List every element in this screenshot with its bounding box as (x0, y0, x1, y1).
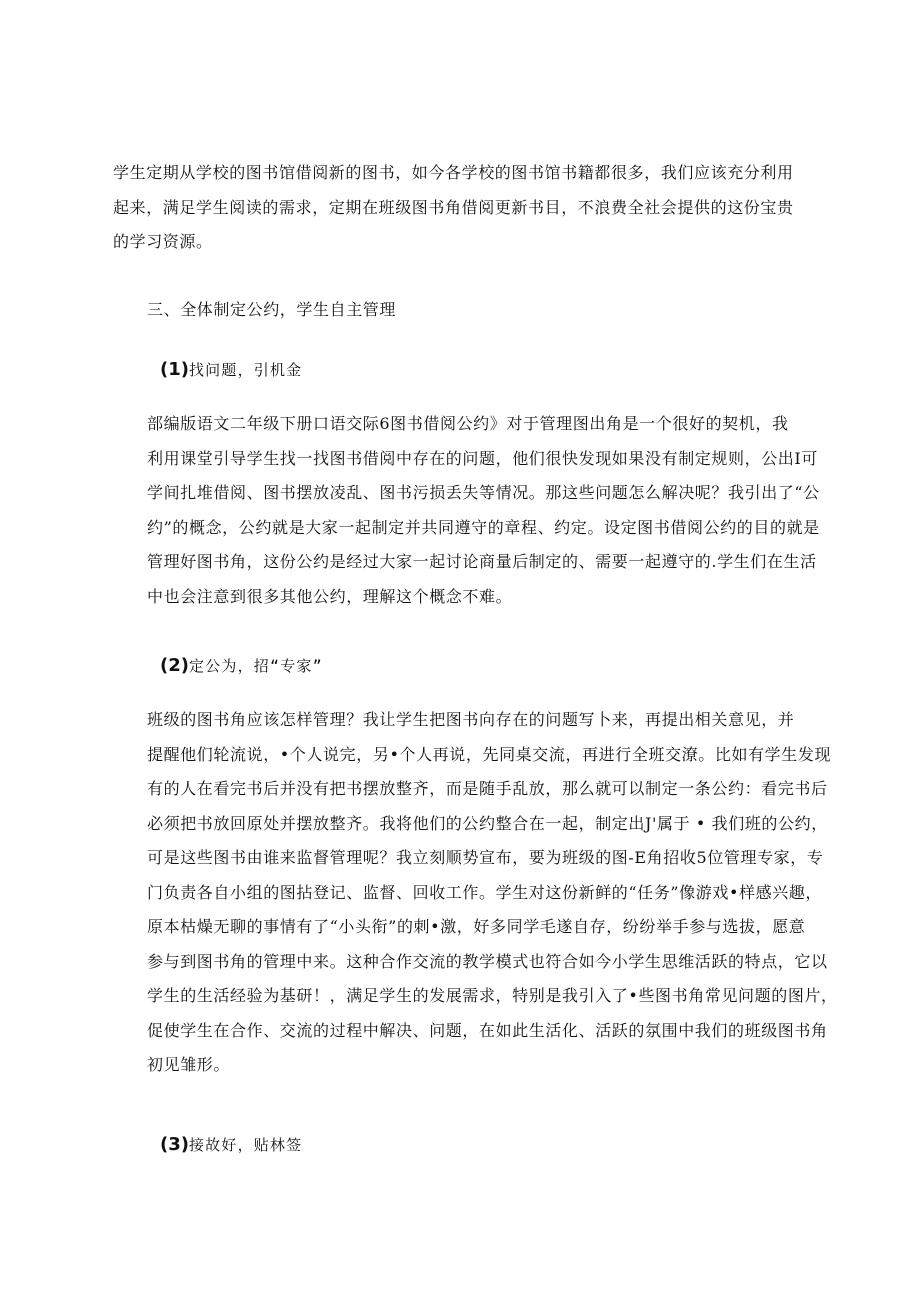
sub-heading-number: (1) (160, 359, 189, 380)
paragraph-line: 的学习资源。 (113, 232, 213, 251)
sub-heading-number: (2) (160, 655, 189, 676)
sub-heading-number: (3) (160, 1134, 189, 1155)
paragraph-find-problems (113, 407, 820, 614)
paragraph-line: 门负责各自小组的图拈登记、监督、回收工作。学生对这份新鲜的“任务”像游戏•样感兴趣， (147, 882, 822, 902)
paragraph-line: 部编版语文二年级下册口语交际6图书借阅公约》对于管理图出角是一个很好的契机，我 (147, 414, 789, 433)
paragraph-line: 学生定期从学校的图书馆借阅新的图书，如今各学校的图书馆书籍都很多，我们应该充分利用 (113, 163, 794, 182)
section-heading: 三、全体制定公约，学生自主管理 (147, 300, 397, 319)
paragraph-line: 管理好图书角，这份公约是经过大家一起讨论商量后制定的、需要一起遵守的.学生们在生活 (147, 552, 817, 571)
paragraph-line: 原本枯燥无聊的事情有了“小头衔”的刺•激，好多同学毛遂自存，纷纷举手参与选拔，愿意 (147, 917, 806, 936)
sub-heading-3 (160, 1128, 302, 1162)
paragraph-line: 必须把书放回原处并摆放整齐。我将他们的公约整合在一起，制定出J'属于 • 我们班的公约， (147, 813, 828, 833)
sub-heading-text: 找问题，引机金 (188, 361, 303, 379)
sub-heading-text: 定公为，招“专家” (188, 657, 323, 675)
sub-heading-text: 接故好，贴林签 (188, 1136, 303, 1154)
paragraph-line: 利用课堂引导学生找一找图书借阅中存在的问题，他们很快发现如果没有制定规则，公出Ⅰ可 (147, 448, 818, 468)
paragraph-line: 可是这些图书由谁来监督管理呢？我立刻顺势宣布，要为班级的图-E角招收5位管理专家，专 (147, 848, 824, 867)
paragraph-recruit-experts (113, 703, 838, 1083)
paragraph-line: 有的人在看完书后并没有把书摆放整齐，而是随手乱放，那么就可以制定一条公约：看完书后 (147, 779, 828, 798)
paragraph-line: 班级的图书角应该怎样管理？我让学生把图书向存在的问题写卜来，再提出相关意见，并 (147, 710, 795, 729)
paragraph-library-resources (113, 156, 813, 260)
paragraph-line: 学生的生活经验为基研！，满足学生的发展需求，特别是我引入了•些图书角常见问题的图片， (147, 986, 838, 1005)
paragraph-line: 促使学生在合作、交流的过程中解决、问题，在如此生活化、活跃的氛围中我们的班级图书角 (147, 1020, 828, 1040)
paragraph-line: 参与到图书角的管理中来。这种合作交流的教学模式也符合如今小学生思维活跃的特点，它以 (147, 951, 828, 971)
paragraph-line: 学间扎堆借阅、图书摆放凌乱、图书污损丢失等情况。那这些问题怎么解决呢？我引出了“公 (147, 483, 820, 502)
sub-heading-2 (160, 649, 323, 683)
paragraph-line: 提醒他们轮流说，•个人说完，另•个人再说，先同桌交流，再进行全班交潦。比如有学生发现 (147, 744, 832, 764)
paragraph-line: 起来，满足学生阅读的需求，定期在班级图书角借阅更新书目，不浪费全社会提供的这份宝贵 (113, 197, 794, 217)
paragraph-line: 约”的概念，公约就是大家一起制定并共同遵守的章程、约定。设定图书借阅公约的目的就是 (147, 517, 820, 537)
sub-heading-1 (160, 353, 302, 387)
paragraph-line: 中也会注意到很多其他公约，理解这个概念不难。 (147, 586, 513, 606)
paragraph-line: 初见雏形。 (147, 1055, 231, 1074)
